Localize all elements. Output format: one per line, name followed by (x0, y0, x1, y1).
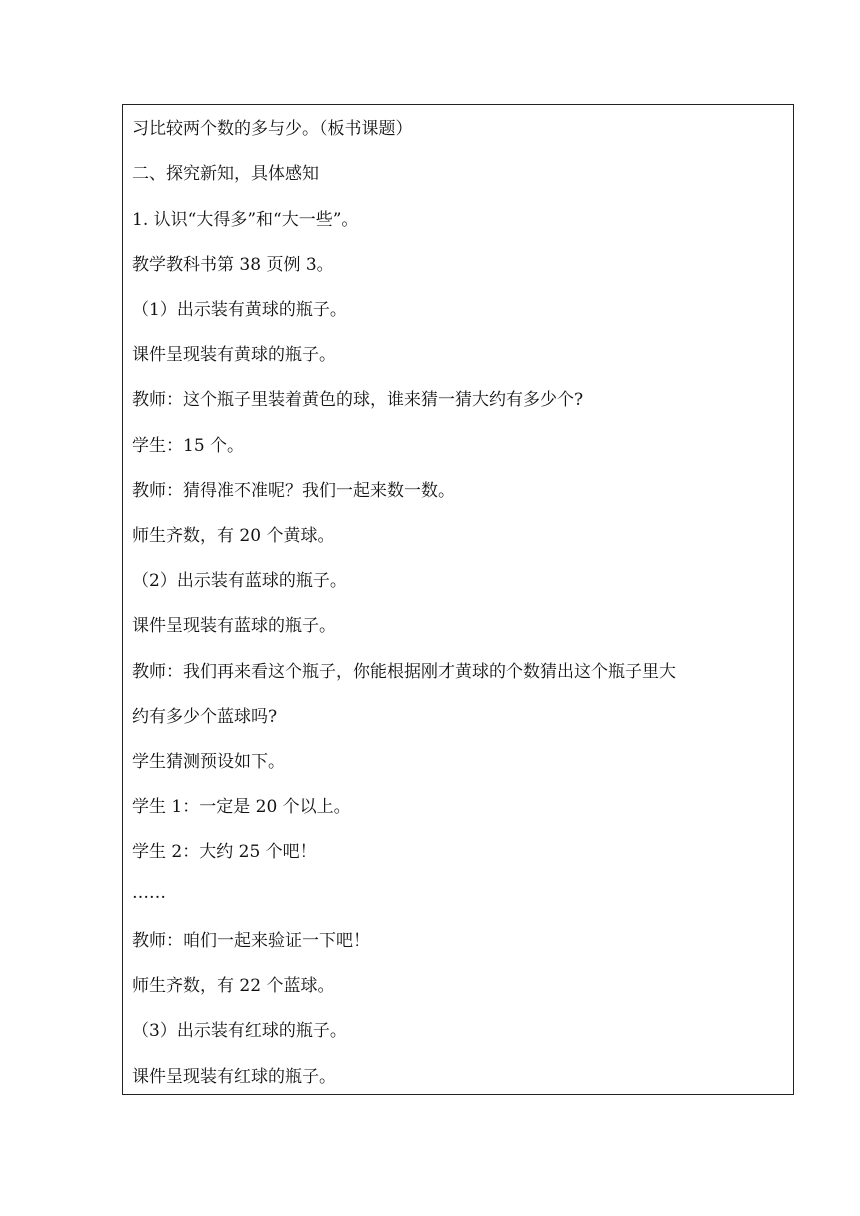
text-line: 学生：15 个。 (132, 436, 245, 456)
text-line: 约有多少个蓝球吗? (132, 707, 278, 727)
text-line: 师生齐数，有 22 个蓝球。 (132, 976, 335, 996)
text-line: 教学教科书第 38 页例 3。 (132, 255, 334, 275)
text-line: 二、探究新知，具体感知 (132, 164, 319, 184)
text-line: 学生猜测预设如下。 (132, 752, 285, 772)
text-line: 教师：我们再来看这个瓶子，你能根据刚才黄球的个数猜出这个瓶子里大 (132, 662, 676, 682)
text-line: 课件呈现装有红球的瓶子。 (132, 1067, 336, 1087)
text-line: 学生 2：大约 25 个吧！ (132, 842, 317, 862)
text-line: 课件呈现装有蓝球的瓶子。 (132, 616, 336, 636)
text-line: （1）出示装有黄球的瓶子。 (132, 300, 347, 320)
text-line: 教师：这个瓶子里装着黄色的球，谁来猜一猜大约有多少个? (132, 390, 584, 410)
text-line: 课件呈现装有黄球的瓶子。 (132, 345, 336, 365)
text-line: 学生 1：一定是 20 个以上。 (132, 797, 351, 817)
text-line: （2）出示装有蓝球的瓶子。 (132, 571, 347, 591)
text-line: 师生齐数，有 20 个黄球。 (132, 526, 335, 546)
text-line: 教师：咱们一起来验证一下吧！ (132, 931, 370, 951)
text-line: 教师：猜得准不准呢？我们一起来数一数。 (132, 481, 455, 501)
ellipsis-line: …… (132, 883, 166, 903)
text-line: （3）出示装有红球的瓶子。 (132, 1021, 347, 1041)
text-line: 习比较两个数的多与少。（板书课题） (132, 119, 413, 139)
text-line: 1. 认识“大得多”和“大一些”。 (132, 210, 359, 230)
